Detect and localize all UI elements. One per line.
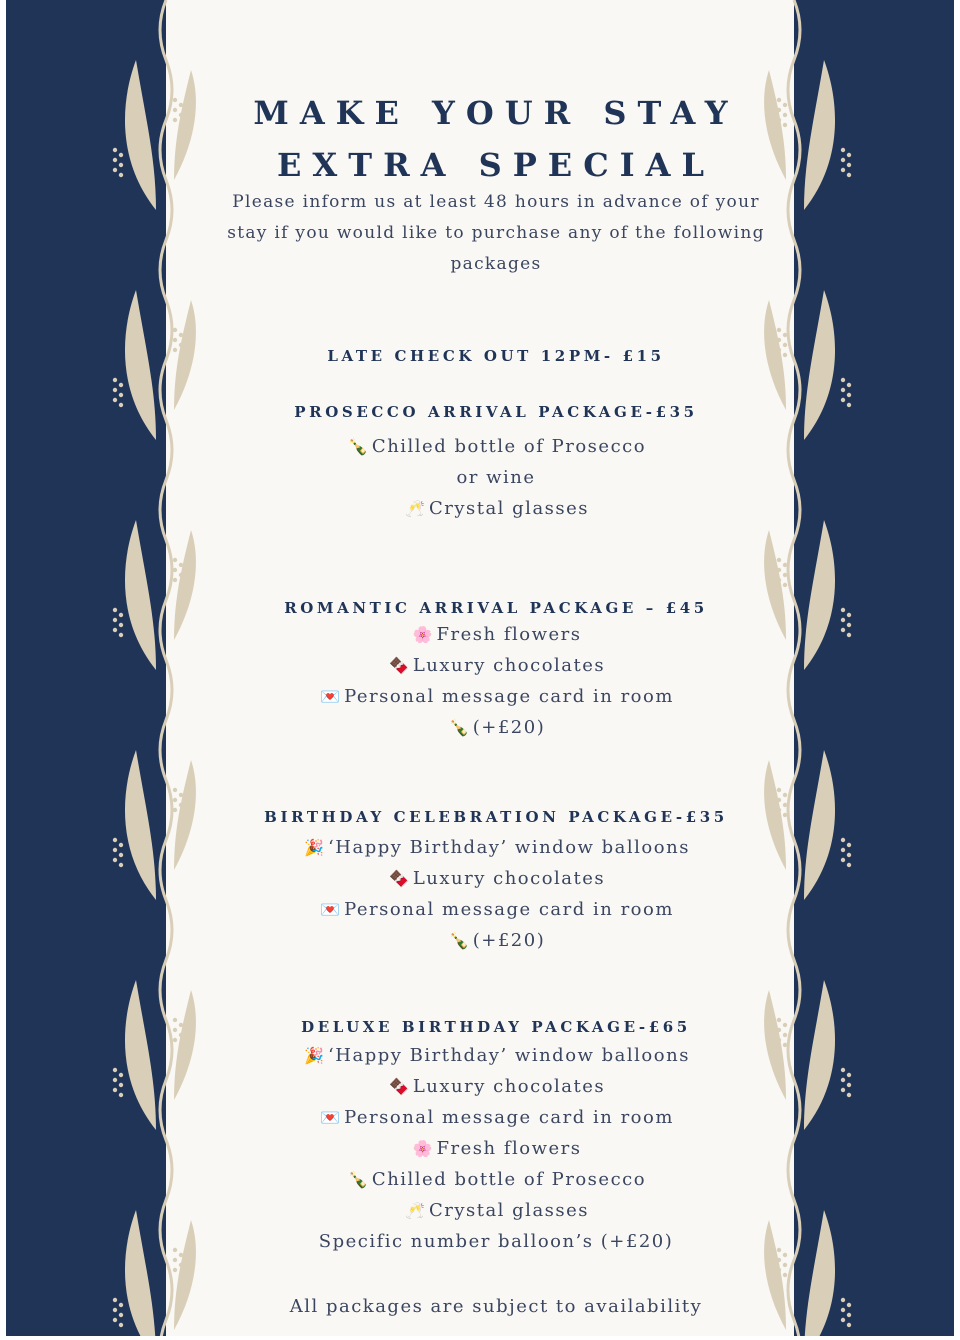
berry-dot bbox=[173, 568, 177, 572]
berry-dot bbox=[179, 1273, 183, 1277]
berry-dot bbox=[173, 338, 177, 342]
berry-dot bbox=[783, 1273, 787, 1277]
berry-dot bbox=[179, 353, 183, 357]
berry-dot bbox=[179, 113, 183, 117]
cherry-blossom-icon: 🌸 bbox=[412, 1139, 435, 1158]
package-item-text: Chilled bottle of Prosecco bbox=[371, 1169, 647, 1190]
berry-dot bbox=[179, 343, 183, 347]
berry-dot bbox=[173, 558, 177, 562]
package-item-text: Chilled bottle of Prosecco bbox=[371, 436, 647, 457]
berry-dot bbox=[173, 1038, 177, 1042]
package-item bbox=[196, 1231, 796, 1252]
package-item-text: Personal message card in room bbox=[344, 899, 674, 920]
package-item-text: Fresh flowers bbox=[436, 1138, 582, 1159]
package-item bbox=[196, 837, 796, 858]
package-item bbox=[196, 1107, 796, 1128]
page-title-line-2: EXTRA SPECIAL bbox=[277, 146, 715, 184]
berry-dot bbox=[777, 328, 781, 332]
berry-dot bbox=[179, 813, 183, 817]
berry-dot bbox=[777, 338, 781, 342]
package-item bbox=[196, 498, 796, 519]
clinking-glasses-icon: 🥂 bbox=[405, 499, 427, 518]
berry-dot bbox=[777, 798, 781, 802]
package-item-text: Luxury chocolates bbox=[412, 1076, 606, 1097]
berry-dot bbox=[173, 328, 177, 332]
left-navy-panel bbox=[6, 0, 166, 1336]
berry-dot bbox=[179, 1263, 183, 1267]
package-item-text: Personal message card in room bbox=[344, 686, 674, 707]
package-item bbox=[196, 930, 796, 951]
berry-dot bbox=[173, 1258, 177, 1262]
berry-dot bbox=[179, 563, 183, 567]
berry-dot bbox=[173, 1268, 177, 1272]
package-item-text: Personal message card in room bbox=[344, 1107, 674, 1128]
leaf-shape bbox=[174, 70, 196, 180]
intro-line-1: Please inform us at least 48 hours in advance of your bbox=[232, 192, 760, 212]
package-item bbox=[196, 1169, 796, 1190]
berry-dot bbox=[783, 793, 787, 797]
berry-dot bbox=[777, 1268, 781, 1272]
availability-footer: All packages are subject to availability bbox=[289, 1296, 703, 1317]
package-item-text: ‘Happy Birthday’ window balloons bbox=[328, 837, 690, 858]
right-navy-panel bbox=[794, 0, 954, 1336]
berry-dot bbox=[783, 803, 787, 807]
chocolate-bar-icon: 🍫 bbox=[389, 656, 411, 675]
package-item bbox=[196, 686, 796, 707]
berry-dot bbox=[783, 583, 787, 587]
package-item-text: (+£20) bbox=[472, 930, 546, 951]
berry-dot bbox=[173, 1248, 177, 1252]
berry-dot bbox=[173, 578, 177, 582]
berry-dot bbox=[783, 563, 787, 567]
package-item-text: Specific number balloon’s (+£20) bbox=[318, 1231, 674, 1252]
champagne-bottle-icon: 🍾 bbox=[449, 718, 471, 737]
berry-dot bbox=[179, 1253, 183, 1257]
berry-dot bbox=[179, 573, 183, 577]
berry-dot bbox=[777, 788, 781, 792]
berry-dot bbox=[173, 348, 177, 352]
leaf-shape bbox=[174, 300, 196, 410]
berry-dot bbox=[173, 118, 177, 122]
intro-line-2: stay if you would like to purchase any of the following bbox=[227, 223, 765, 243]
package-item-text: (+£20) bbox=[472, 717, 546, 738]
berry-dot bbox=[179, 793, 183, 797]
berry-dot bbox=[777, 1038, 781, 1042]
party-popper-icon: 🎉 bbox=[304, 1046, 326, 1065]
page-title-line-1: MAKE YOUR STAY bbox=[253, 94, 739, 132]
berry-dot bbox=[179, 333, 183, 337]
berry-dot bbox=[173, 788, 177, 792]
berry-dot bbox=[179, 1043, 183, 1047]
berry-dot bbox=[173, 798, 177, 802]
package-item bbox=[196, 624, 796, 645]
love-letter-icon: 💌 bbox=[320, 1108, 342, 1127]
package-item bbox=[196, 717, 796, 738]
package-item-text: Luxury chocolates bbox=[412, 655, 606, 676]
berry-dot bbox=[777, 1258, 781, 1262]
berry-dot bbox=[783, 1253, 787, 1257]
package-item bbox=[196, 1138, 796, 1159]
champagne-bottle-icon: 🍾 bbox=[449, 931, 471, 950]
berry-dot bbox=[179, 1023, 183, 1027]
package-item-text: Crystal glasses bbox=[428, 1200, 590, 1221]
berry-dot bbox=[173, 1018, 177, 1022]
chocolate-bar-icon: 🍫 bbox=[389, 869, 411, 888]
berry-dot bbox=[173, 98, 177, 102]
package-item-text: ‘Happy Birthday’ window balloons bbox=[328, 1045, 690, 1066]
berry-dot bbox=[173, 1028, 177, 1032]
berry-dot bbox=[179, 1033, 183, 1037]
late-checkout-heading: LATE CHECK OUT 12PM- £15 bbox=[327, 347, 665, 365]
berry-dot bbox=[179, 583, 183, 587]
leaf-shape bbox=[174, 1220, 196, 1330]
berry-dot bbox=[173, 808, 177, 812]
package-item bbox=[196, 1076, 796, 1097]
package-item-text: Fresh flowers bbox=[436, 624, 582, 645]
berry-dot bbox=[783, 1263, 787, 1267]
package-item bbox=[196, 436, 796, 457]
package-item-text: or wine bbox=[456, 467, 536, 488]
prosecco-package-heading: PROSECCO ARRIVAL PACKAGE-£35 bbox=[294, 403, 698, 421]
berry-dot bbox=[179, 803, 183, 807]
chocolate-bar-icon: 🍫 bbox=[389, 1077, 411, 1096]
intro-line-3: packages bbox=[450, 254, 542, 274]
package-item bbox=[196, 655, 796, 676]
birthday-package-heading: BIRTHDAY CELEBRATION PACKAGE-£35 bbox=[264, 808, 728, 826]
romantic-package-heading: ROMANTIC ARRIVAL PACKAGE – £45 bbox=[284, 599, 708, 617]
champagne-bottle-icon: 🍾 bbox=[348, 437, 370, 456]
berry-dot bbox=[173, 108, 177, 112]
love-letter-icon: 💌 bbox=[320, 900, 342, 919]
berry-dot bbox=[777, 568, 781, 572]
package-item bbox=[196, 1200, 796, 1221]
leaf-shape bbox=[174, 530, 196, 640]
berry-dot bbox=[179, 103, 183, 107]
leaf-shape bbox=[174, 760, 196, 870]
deluxe-package-heading: DELUXE BIRTHDAY PACKAGE-£65 bbox=[301, 1018, 691, 1036]
package-item-text: Crystal glasses bbox=[428, 498, 590, 519]
package-item bbox=[196, 868, 796, 889]
berry-dot bbox=[783, 573, 787, 577]
berry-dot bbox=[777, 578, 781, 582]
clinking-glasses-icon: 🥂 bbox=[405, 1201, 427, 1220]
flyer-page bbox=[6, 0, 954, 1336]
party-popper-icon: 🎉 bbox=[304, 838, 326, 857]
package-item-text: Luxury chocolates bbox=[412, 868, 606, 889]
berry-dot bbox=[777, 558, 781, 562]
champagne-bottle-icon: 🍾 bbox=[348, 1170, 370, 1189]
leaf-shape bbox=[174, 990, 196, 1100]
berry-dot bbox=[783, 333, 787, 337]
package-item bbox=[196, 1045, 796, 1066]
package-item bbox=[196, 467, 796, 488]
love-letter-icon: 💌 bbox=[320, 687, 342, 706]
berry-dot bbox=[179, 123, 183, 127]
package-item bbox=[196, 899, 796, 920]
cherry-blossom-icon: 🌸 bbox=[412, 625, 435, 644]
